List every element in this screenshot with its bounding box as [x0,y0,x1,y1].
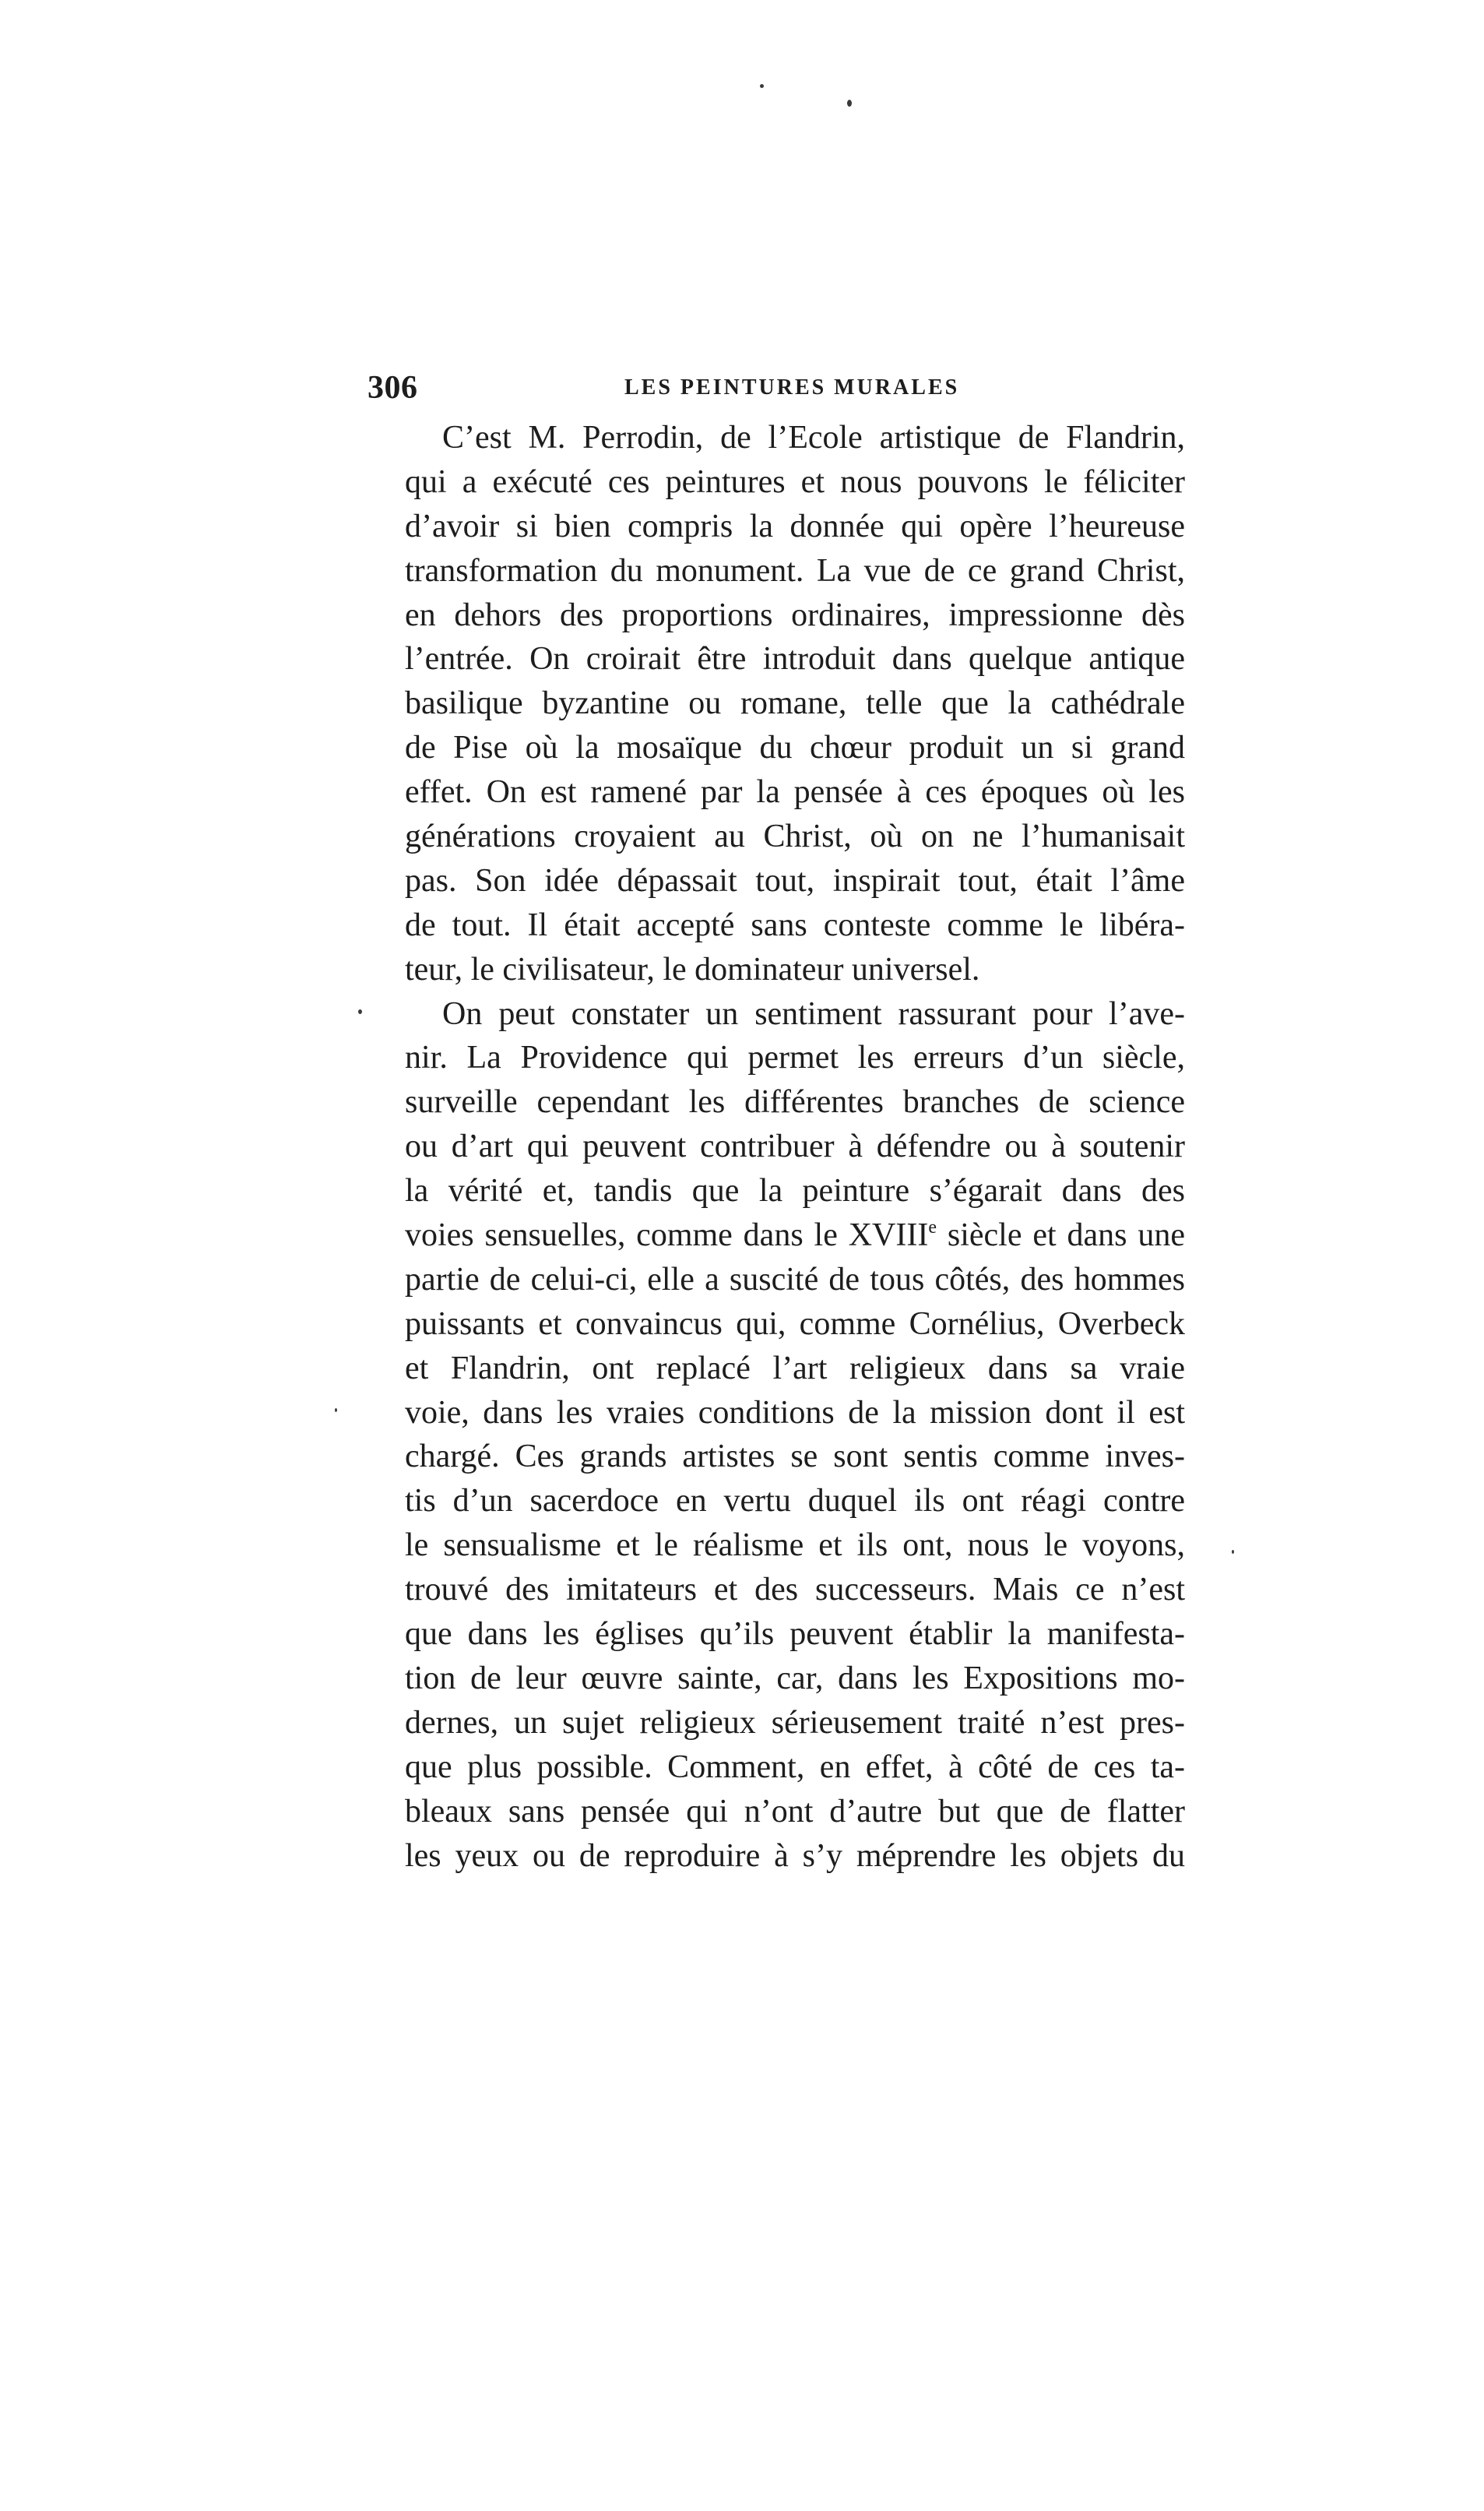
paragraph-1 [367,416,1185,992]
text-before: voies sensuelles, comme dans le XVIII [405,1217,929,1254]
page-number: 306 [367,370,418,406]
page-body [367,416,1185,1878]
scan-speck [847,100,852,107]
text-line: chargé. Ces grands artistes se sont sentis comme inves- [405,1439,1185,1475]
text-line: tis d’un sacerdoce en vertu duquel ils ont réagi contre [405,1483,1185,1520]
text-line: de Pise où la mosaïque du chœur produit un si grand [405,730,1185,766]
text-line: voie, dans les vraies conditions de la mission dont il est [405,1394,1185,1431]
text-line: On peut constater un sentiment rassurant pour l’ave- [442,995,1185,1032]
text-line-xviii [367,1213,1185,1258]
text-line: bleaux sans pensée qui n’ont d’autre but que de flatter [405,1793,1185,1830]
scan-speck [760,84,764,88]
text-line: basilique byzantine ou romane, telle que la cathédrale [405,685,1185,722]
text-line: que plus possible. Comment, en effet, à côté de ces ta- [405,1749,1185,1785]
text-line: la vérité et, tandis que la peinture s’égarait dans des [405,1173,1185,1210]
scan-speck [1232,1550,1234,1554]
text-line: générations croyaient au Christ, où on ne l’humanisait [405,819,1185,855]
text-line: nir. La Providence qui permet les erreurs d’un siècle, [405,1040,1185,1076]
text-line: tion de leur œuvre sainte, car, dans les Expositions mo- [405,1660,1185,1696]
text-line: qui a exécuté ces peintures et nous pouvons le féliciter [405,463,1185,500]
text-line: teur, le civilisateur, le dominateur universel. [405,951,980,988]
text-line: C’est M. Perrodin, de l’Ecole artistique de Flandrin, [442,420,1185,456]
running-title: LES PEINTURES MURALES [624,375,960,400]
text-line: de tout. Il était accepté sans conteste comme le libéra- [405,907,1185,943]
paragraph-2 [367,992,1185,1879]
text-line: et Flandrin, ont replacé l’art religieux dans sa vraie [405,1350,1185,1386]
text-line: dernes, un sujet religieux sérieusement traité n’est pres- [405,1704,1185,1741]
text-line: ou d’art qui peuvent contribuer à défendre ou à soutenir [405,1129,1185,1165]
text-line: surveille cependant les différentes branches de science [405,1084,1185,1121]
text-line: trouvé des imitateurs et des successeurs. Mais ce n’est [405,1572,1185,1608]
text-line: que dans les églises qu’ils peuvent établir la manifesta- [405,1616,1185,1653]
text-line: les yeux ou de reproduire à s’y méprendre les objets du [405,1837,1185,1874]
text-line: puissants et convaincus qui, comme Cornélius, Overbeck [405,1305,1185,1342]
text-line: transformation du monument. La vue de ce grand Christ, [405,552,1185,589]
text-line: l’entrée. On croirait être introduit dans quelque antique [405,641,1185,678]
text-line: pas. Son idée dépassait tout, inspirait tout, était l’âme [405,862,1185,899]
scan-speck [358,1009,362,1014]
text-line: partie de celui-ci, elle a suscité de tous côtés, des hommes [405,1261,1185,1298]
text-line: effet. On est ramené par la pensée à ces époques où les [405,774,1185,811]
text-line: le sensualisme et le réalisme et ils ont, nous le voyons, [405,1527,1185,1564]
scan-speck [335,1408,337,1412]
text-line: en dehors des proportions ordinaires, impressionne dès [405,597,1185,633]
text-after: siècle et dans une [936,1217,1185,1254]
text-line: d’avoir si bien compris la donnée qui opère l’heureuse [405,508,1185,544]
superscript: e [928,1217,937,1238]
page-header [367,363,1185,413]
